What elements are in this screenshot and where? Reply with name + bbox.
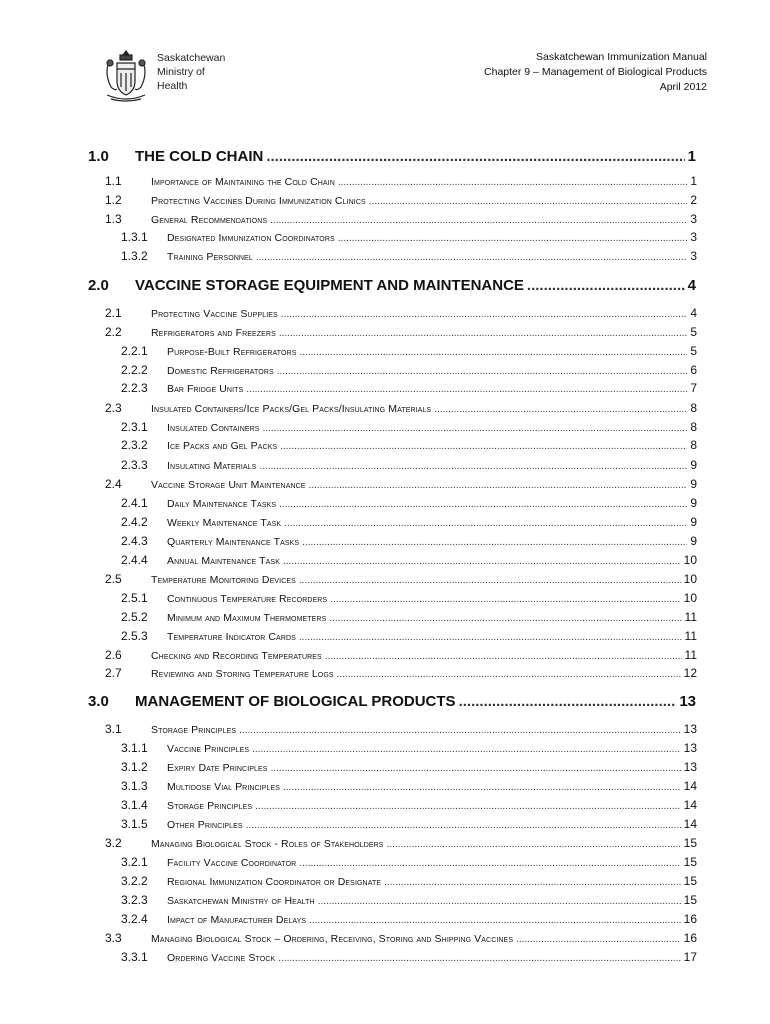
toc-entry-line xyxy=(135,148,696,165)
toc-page-number: 16 xyxy=(683,931,697,945)
toc-page-number: 4 xyxy=(690,306,697,320)
toc-page-number: 15 xyxy=(683,855,697,869)
organization-name xyxy=(157,51,225,93)
toc-title: THE COLD CHAIN xyxy=(135,148,264,165)
toc-leader-dots xyxy=(239,725,681,736)
toc-page-number: 3 xyxy=(690,230,697,244)
toc-title: Regional Immunization Coordinator or Designate xyxy=(167,876,382,888)
toc-leader-dots xyxy=(338,233,688,244)
toc-number: 3.2.3 xyxy=(121,893,148,907)
toc-entry-3-2-4[interactable] xyxy=(0,912,770,929)
toc-entry-line xyxy=(167,496,697,510)
toc-number: 1.3.2 xyxy=(121,249,148,263)
toc-number: 3.2.2 xyxy=(121,874,148,888)
toc-number: 3.2.1 xyxy=(121,855,148,869)
toc-leader-dots xyxy=(337,669,681,680)
toc-page-number: 11 xyxy=(684,629,697,643)
toc-entry-1-3-2[interactable] xyxy=(0,249,770,266)
toc-entry-3-1[interactable] xyxy=(0,722,770,739)
toc-leader-dots xyxy=(309,915,680,926)
toc-entry-line xyxy=(167,515,697,529)
toc-number: 3.0 xyxy=(88,693,109,710)
toc-number: 3.1.2 xyxy=(121,760,148,774)
toc-title: Storage Principles xyxy=(151,724,237,736)
toc-title: Expiry Date Principles xyxy=(167,762,268,774)
toc-number: 2.2.3 xyxy=(121,381,148,395)
toc-leader-dots xyxy=(387,839,681,850)
toc-number: 2.5.2 xyxy=(121,610,148,624)
toc-entry-line xyxy=(151,931,697,945)
toc-title: Facility Vaccine Coordinator xyxy=(167,857,297,869)
toc-entry-line xyxy=(135,693,696,710)
toc-page-number: 7 xyxy=(690,381,697,395)
toc-number: 3.1.5 xyxy=(121,817,148,831)
toc-number: 3.2 xyxy=(105,836,122,850)
toc-page-number: 9 xyxy=(690,515,697,529)
toc-entry-1-2[interactable] xyxy=(0,193,770,210)
toc-number: 2.4.4 xyxy=(121,553,148,567)
toc-entry-line xyxy=(151,648,697,662)
toc-entry-line xyxy=(167,438,697,452)
toc-page-number: 16 xyxy=(683,912,697,926)
toc-entry-line xyxy=(167,760,697,774)
toc-title: Storage Principles xyxy=(167,800,253,812)
toc-entry-3-3-1[interactable] xyxy=(0,950,770,967)
toc-page-number: 9 xyxy=(690,496,697,510)
toc-page-number: 13 xyxy=(679,693,696,710)
toc-entry-line xyxy=(167,553,697,567)
toc-page-number: 3 xyxy=(690,212,697,226)
toc-title: Quarterly Maintenance Tasks xyxy=(167,536,300,548)
toc-entry-2-1[interactable] xyxy=(0,306,770,323)
toc-number: 2.5.1 xyxy=(121,591,148,605)
toc-title: Vaccine Storage Unit Maintenance xyxy=(151,479,306,491)
toc-page-number: 14 xyxy=(683,817,697,831)
toc-entry-line xyxy=(167,779,697,793)
toc-entry-3-1-4[interactable] xyxy=(0,798,770,815)
toc-number: 2.3.3 xyxy=(121,458,148,472)
toc-title: MANAGEMENT OF BIOLOGICAL PRODUCTS xyxy=(135,693,456,710)
toc-title: Daily Maintenance Tasks xyxy=(167,498,277,510)
toc-entry-2-2-2[interactable] xyxy=(0,363,770,380)
toc-number: 3.1.1 xyxy=(121,741,148,755)
toc-entry-2-3-2[interactable] xyxy=(0,438,770,455)
toc-number: 3.1.4 xyxy=(121,798,148,812)
toc-entry-2-2[interactable] xyxy=(0,325,770,342)
toc-number: 1.3.1 xyxy=(121,230,148,244)
toc-entry-3-2-2[interactable] xyxy=(0,874,770,891)
toc-number: 1.1 xyxy=(105,174,122,188)
toc-entry-line xyxy=(167,741,697,755)
toc-number: 2.2.2 xyxy=(121,363,148,377)
toc-leader-dots xyxy=(434,404,687,415)
toc-entry-2-5-3[interactable] xyxy=(0,629,770,646)
toc-entry-3-3[interactable] xyxy=(0,931,770,948)
toc-page-number: 9 xyxy=(690,458,697,472)
toc-page-number: 8 xyxy=(690,420,697,434)
toc-entry-line xyxy=(151,666,697,680)
toc-number: 2.7 xyxy=(105,666,122,680)
toc-entry-3-1-3[interactable] xyxy=(0,779,770,796)
toc-page-number: 9 xyxy=(690,534,697,548)
toc-leader-dots xyxy=(300,347,688,358)
toc-title: Managing Biological Stock - Roles of Stakeholders xyxy=(151,838,384,850)
toc-title: Purpose-Built Refrigerators xyxy=(167,346,297,358)
toc-number: 2.5.3 xyxy=(121,629,148,643)
toc-entry-line xyxy=(167,629,697,643)
toc-page-number: 15 xyxy=(683,836,697,850)
toc-entry-line xyxy=(167,817,697,831)
org-line-1: Saskatchewan xyxy=(157,52,226,64)
toc-entry-line xyxy=(151,401,697,415)
toc-leader-dots xyxy=(281,309,688,320)
toc-title: Designated Immunization Coordinators xyxy=(167,232,335,244)
toc-leader-dots xyxy=(283,556,681,567)
toc-title: Reviewing and Storing Temperature Logs xyxy=(151,668,334,680)
toc-leader-dots xyxy=(270,215,687,226)
toc-page-number: 8 xyxy=(690,438,697,452)
toc-number: 2.3 xyxy=(105,401,122,415)
toc-entry-line xyxy=(167,591,697,605)
toc-entry-2-0[interactable] xyxy=(0,277,770,299)
toc-page-number: 15 xyxy=(683,893,697,907)
toc-leader-dots xyxy=(330,594,680,605)
toc-number: 2.3.2 xyxy=(121,438,148,452)
toc-number: 1.0 xyxy=(88,148,109,165)
toc-page-number: 2 xyxy=(690,193,697,207)
toc-entry-2-3[interactable] xyxy=(0,401,770,418)
toc-number: 3.3 xyxy=(105,931,122,945)
coat-of-arms-icon xyxy=(103,49,149,103)
toc-entry-line xyxy=(151,306,697,320)
toc-title: Refrigerators and Freezers xyxy=(151,327,276,339)
toc-title: Temperature Indicator Cards xyxy=(167,631,296,643)
toc-page-number: 13 xyxy=(683,722,697,736)
toc-entry-2-2-3[interactable] xyxy=(0,381,770,398)
header-date: April 2012 xyxy=(659,81,707,93)
toc-entry-2-7[interactable] xyxy=(0,666,770,683)
toc-number: 2.4.3 xyxy=(121,534,148,548)
toc-entry-1-3[interactable] xyxy=(0,212,770,229)
toc-page-number: 17 xyxy=(683,950,697,964)
toc-page-number: 1 xyxy=(690,174,697,188)
toc-entry-1-0[interactable] xyxy=(0,148,770,170)
toc-entry-line xyxy=(135,277,696,294)
toc-page-number: 14 xyxy=(683,779,697,793)
toc-leader-dots xyxy=(279,328,687,339)
toc-leader-dots xyxy=(302,537,687,548)
toc-title: Importance of Maintaining the Cold Chain xyxy=(151,176,335,188)
toc-leader-dots xyxy=(329,613,681,624)
toc-leader-dots xyxy=(277,366,688,377)
toc-number: 1.2 xyxy=(105,193,122,207)
toc-page-number: 13 xyxy=(683,741,697,755)
toc-leader-dots xyxy=(318,896,681,907)
toc-page-number: 13 xyxy=(683,760,697,774)
toc-entry-line xyxy=(167,381,697,395)
toc-title: Protecting Vaccine Supplies xyxy=(151,308,278,320)
toc-number: 2.1 xyxy=(105,306,122,320)
toc-entry-2-5-2[interactable] xyxy=(0,610,770,627)
toc-leader-dots xyxy=(299,858,680,869)
toc-leader-dots xyxy=(338,177,687,188)
toc-entry-line xyxy=(151,174,697,188)
toc-entry-3-0[interactable] xyxy=(0,693,770,715)
toc-entry-3-1-5[interactable] xyxy=(0,817,770,834)
org-line-3: Health xyxy=(157,80,188,92)
toc-entry-2-4-2[interactable] xyxy=(0,515,770,532)
toc-page-number: 11 xyxy=(684,610,697,624)
toc-entry-3-1-2[interactable] xyxy=(0,760,770,777)
toc-leader-dots xyxy=(369,196,688,207)
toc-leader-dots xyxy=(309,480,688,491)
toc-number: 2.6 xyxy=(105,648,122,662)
toc-title: Training Personnel xyxy=(167,251,253,263)
toc-number: 1.3 xyxy=(105,212,122,226)
toc-title: Protecting Vaccines During Immunization Clinics xyxy=(151,195,366,207)
toc-entry-line xyxy=(167,912,697,926)
toc-title: Weekly Maintenance Task xyxy=(167,517,282,529)
toc-page-number: 1 xyxy=(687,148,696,165)
toc-number: 2.5 xyxy=(105,572,122,586)
toc-entry-1-1[interactable] xyxy=(0,174,770,191)
toc-leader-dots xyxy=(280,441,687,452)
toc-leader-dots xyxy=(299,632,682,643)
toc-title: Impact of Manufacturer Delays xyxy=(167,914,307,926)
toc-leader-dots xyxy=(459,693,677,710)
org-line-2: Ministry of xyxy=(157,66,205,78)
toc-title: Managing Biological Stock – Ordering, Receiving, Storing and Shipping Vaccines xyxy=(151,933,514,945)
toc-leader-dots xyxy=(266,148,684,165)
toc-entry-3-2-3[interactable] xyxy=(0,893,770,910)
chapter-title: Chapter 9 – Management of Biological Products xyxy=(484,66,707,78)
toc-entry-line xyxy=(151,325,697,339)
toc-title: Insulated Containers xyxy=(167,422,260,434)
toc-title: General Recommendations xyxy=(151,214,268,226)
toc-page-number: 8 xyxy=(690,401,697,415)
toc-leader-dots xyxy=(278,953,680,964)
toc-title: Other Principles xyxy=(167,819,243,831)
toc-page-number: 14 xyxy=(683,798,697,812)
toc-entry-line xyxy=(167,458,697,472)
toc-entry-2-4-3[interactable] xyxy=(0,534,770,551)
toc-leader-dots xyxy=(252,744,681,755)
toc-page-number: 9 xyxy=(690,477,697,491)
toc-number: 2.0 xyxy=(88,277,109,294)
toc-entry-line xyxy=(167,950,697,964)
toc-number: 2.4.2 xyxy=(121,515,148,529)
toc-entry-2-6[interactable] xyxy=(0,648,770,665)
toc-entry-line xyxy=(167,420,697,434)
toc-page-number: 15 xyxy=(683,874,697,888)
toc-page-number: 5 xyxy=(690,325,697,339)
toc-leader-dots xyxy=(279,499,687,510)
toc-title: Domestic Refrigerators xyxy=(167,365,274,377)
toc-page-number: 11 xyxy=(684,648,697,662)
document-header xyxy=(484,50,707,95)
toc-leader-dots xyxy=(283,782,681,793)
toc-leader-dots xyxy=(255,801,681,812)
toc-leader-dots xyxy=(256,252,687,263)
toc-page-number: 4 xyxy=(687,277,696,294)
toc-entry-line xyxy=(167,874,697,888)
toc-leader-dots xyxy=(384,877,681,888)
toc-entry-line xyxy=(167,249,697,263)
toc-leader-dots xyxy=(516,934,681,945)
toc-leader-dots xyxy=(284,518,687,529)
toc-entry-line xyxy=(167,855,697,869)
toc-leader-dots xyxy=(527,277,685,294)
toc-page-number: 6 xyxy=(690,363,697,377)
toc-entry-2-5[interactable] xyxy=(0,572,770,589)
toc-number: 3.3.1 xyxy=(121,950,148,964)
toc-entry-3-2[interactable] xyxy=(0,836,770,853)
toc-number: 2.2 xyxy=(105,325,122,339)
toc-page-number: 10 xyxy=(683,591,697,605)
toc-entry-2-4[interactable] xyxy=(0,477,770,494)
toc-entry-3-2-1[interactable] xyxy=(0,855,770,872)
toc-page-number: 5 xyxy=(690,344,697,358)
toc-entry-line xyxy=(167,363,697,377)
toc-number: 2.2.1 xyxy=(121,344,148,358)
toc-number: 2.4.1 xyxy=(121,496,148,510)
toc-entry-line xyxy=(151,477,697,491)
toc-number: 3.2.4 xyxy=(121,912,148,926)
toc-title: Ordering Vaccine Stock xyxy=(167,952,276,964)
manual-title: Saskatchewan Immunization Manual xyxy=(535,51,707,63)
toc-entry-line xyxy=(167,534,697,548)
toc-entry-2-5-1[interactable] xyxy=(0,591,770,608)
toc-title: VACCINE STORAGE EQUIPMENT AND MAINTENANCE xyxy=(135,277,524,294)
toc-entry-line xyxy=(167,610,697,624)
toc-title: Continuous Temperature Recorders xyxy=(167,593,328,605)
toc-number: 2.4 xyxy=(105,477,122,491)
toc-entry-line xyxy=(151,722,697,736)
toc-entry-2-2-1[interactable] xyxy=(0,344,770,361)
toc-title: Checking and Recording Temperatures xyxy=(151,650,322,662)
toc-page-number: 3 xyxy=(690,249,697,263)
toc-leader-dots xyxy=(271,763,681,774)
toc-leader-dots xyxy=(263,423,688,434)
toc-leader-dots xyxy=(246,384,687,395)
toc-entry-2-3-1[interactable] xyxy=(0,420,770,437)
toc-leader-dots xyxy=(246,820,681,831)
toc-entry-line xyxy=(167,893,697,907)
toc-number: 3.1.3 xyxy=(121,779,148,793)
toc-page-number: 10 xyxy=(683,572,697,586)
toc-page-number: 12 xyxy=(683,666,697,680)
toc-title: Insulated Containers/Ice Packs/Gel Packs/Insulating Materials xyxy=(151,403,432,415)
toc-page-number: 10 xyxy=(683,553,697,567)
toc-entry-2-4-1[interactable] xyxy=(0,496,770,513)
toc-entry-3-1-1[interactable] xyxy=(0,741,770,758)
toc-entry-1-3-1[interactable] xyxy=(0,230,770,247)
toc-title: Vaccine Principles xyxy=(167,743,250,755)
toc-title: Saskatchewan Ministry of Health xyxy=(167,895,315,907)
toc-entry-2-3-3[interactable] xyxy=(0,458,770,475)
toc-leader-dots xyxy=(259,461,687,472)
toc-leader-dots xyxy=(325,651,682,662)
toc-title: Minimum and Maximum Thermometers xyxy=(167,612,327,624)
toc-title: Insulating Materials xyxy=(167,460,257,472)
toc-entry-line xyxy=(151,193,697,207)
toc-leader-dots xyxy=(299,575,681,586)
toc-entry-line xyxy=(167,344,697,358)
toc-title: Annual Maintenance Task xyxy=(167,555,280,567)
toc-entry-line xyxy=(167,798,697,812)
toc-title: Ice Packs and Gel Packs xyxy=(167,440,278,452)
toc-entry-line xyxy=(151,212,697,226)
toc-entry-line xyxy=(151,572,697,586)
toc-title: Multidose Vial Principles xyxy=(167,781,281,793)
toc-entry-2-4-4[interactable] xyxy=(0,553,770,570)
toc-entry-line xyxy=(151,836,697,850)
toc-number: 3.1 xyxy=(105,722,122,736)
toc-entry-line xyxy=(167,230,697,244)
toc-title: Temperature Monitoring Devices xyxy=(151,574,296,586)
toc-number: 2.3.1 xyxy=(121,420,148,434)
toc-title: Bar Fridge Units xyxy=(167,383,244,395)
